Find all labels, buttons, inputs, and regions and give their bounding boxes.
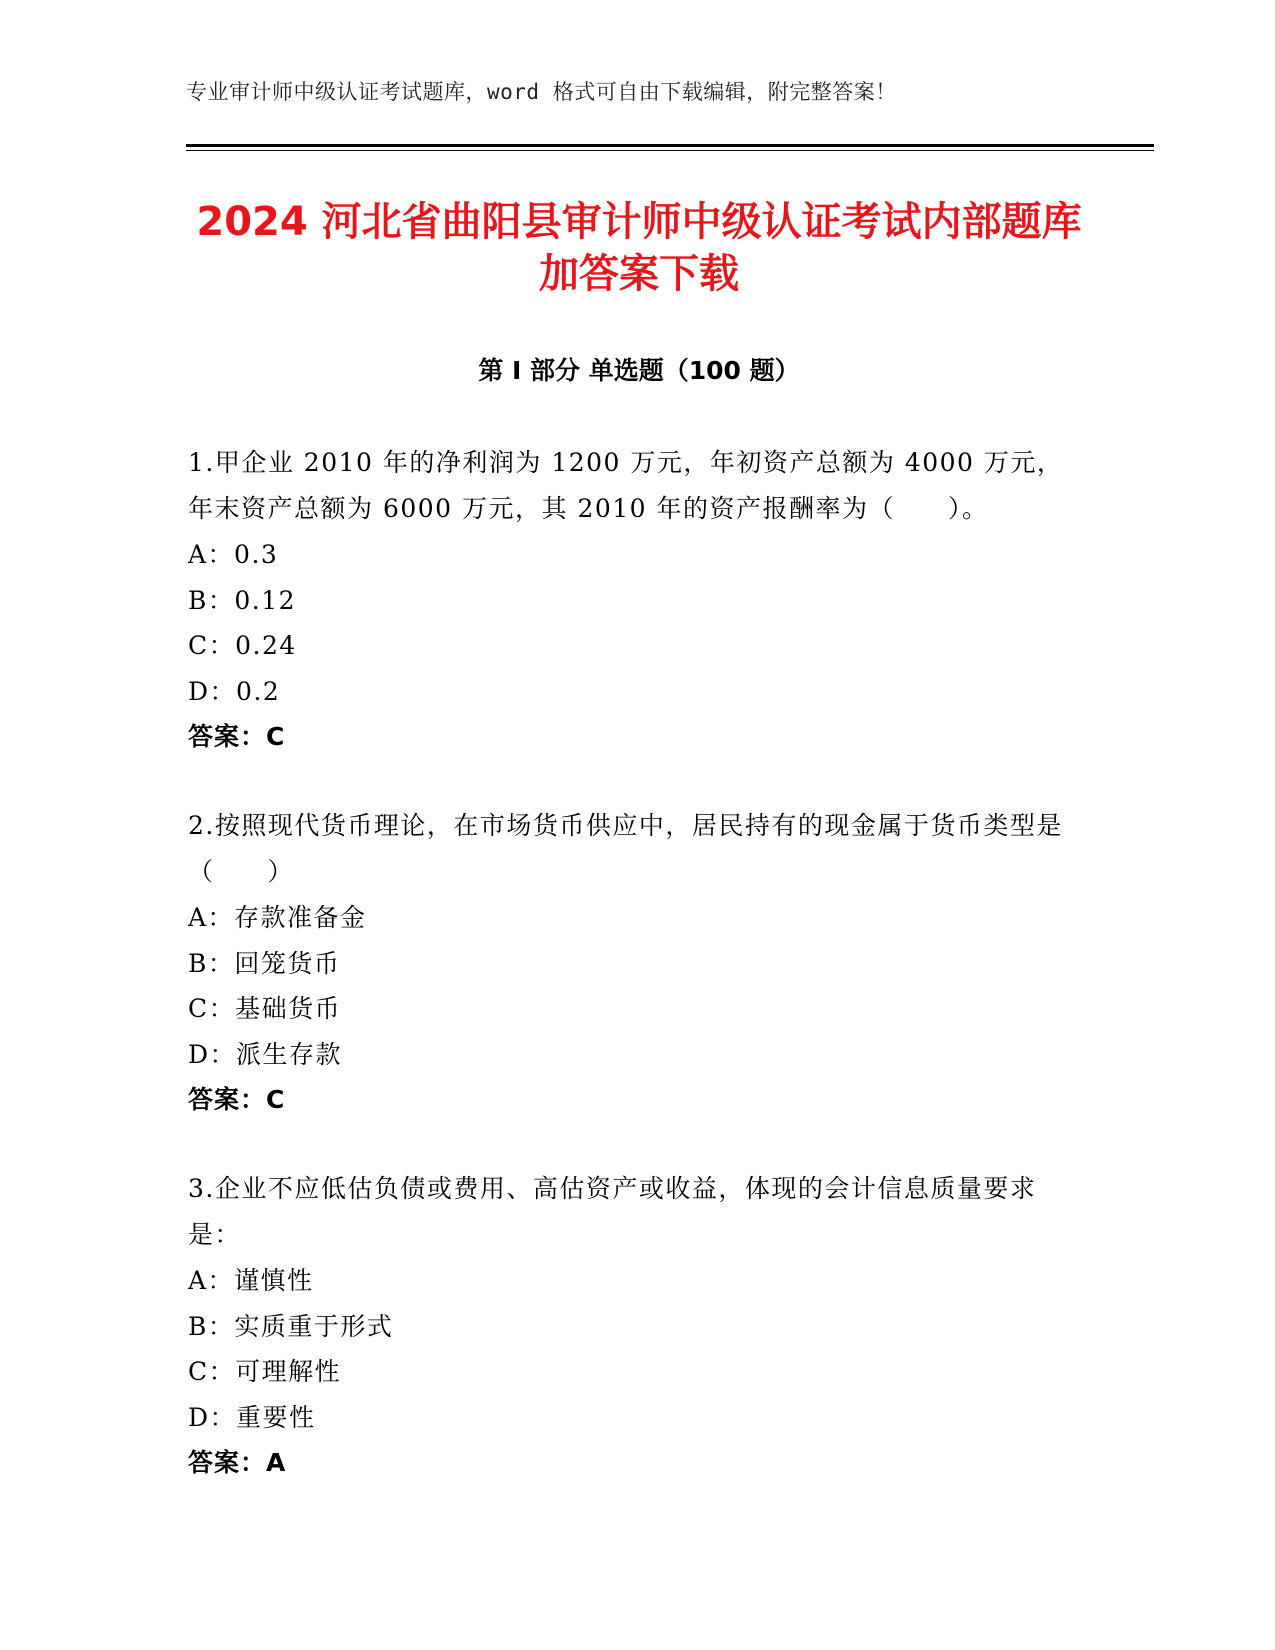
header-divider-thin: [186, 150, 1154, 151]
option-a: A：存款准备金: [188, 903, 367, 932]
document-title: 2024 河北省曲阳县审计师中级认证考试内部题库加答案下载: [196, 199, 1082, 297]
option-c: C：基础货币: [188, 994, 342, 1023]
option-a: A：0.3: [188, 540, 279, 569]
header-note: 专业审计师中级认证考试题库，word 格式可自由下载编辑，附完整答案！: [186, 80, 897, 104]
option-b: B：实质重于形式: [188, 1311, 394, 1341]
option-d: D：0.2: [188, 676, 281, 706]
option-d: D：派生存款: [188, 1039, 343, 1069]
answer-line: 答案：C: [188, 1085, 286, 1114]
option-c: C：0.24: [188, 631, 297, 660]
question-1: [188, 440, 1068, 760]
section-heading: 第 I 部分 单选题（100 题）: [478, 356, 800, 385]
option-b: B：回笼货币: [188, 948, 341, 978]
question-3: [188, 1166, 1068, 1486]
option-d: D：重要性: [188, 1402, 316, 1432]
question-stem: 2.按照现代货币理论，在市场货币供应中，居民持有的现金属于货币类型是（ ）: [188, 811, 1063, 886]
option-a: A：谨慎性: [188, 1266, 314, 1295]
question-stem: 3.企业不应低估负债或费用、高估资产或收益，体现的会计信息质量要求是：: [188, 1174, 1037, 1249]
option-c: C：可理解性: [188, 1357, 342, 1386]
answer-line: 答案：A: [188, 1448, 287, 1477]
answer-line: 答案：C: [188, 722, 286, 751]
question-2: [188, 803, 1068, 1123]
question-stem: 1.甲企业 2010 年的净利润为 1200 万元，年初资产总额为 4000 万元，年末资产总额为 6000 万元，其 2010 年的资产报酬率为（ ）。: [188, 448, 1064, 523]
header-divider-thick: [186, 144, 1154, 147]
option-b: B：0.12: [188, 585, 297, 615]
